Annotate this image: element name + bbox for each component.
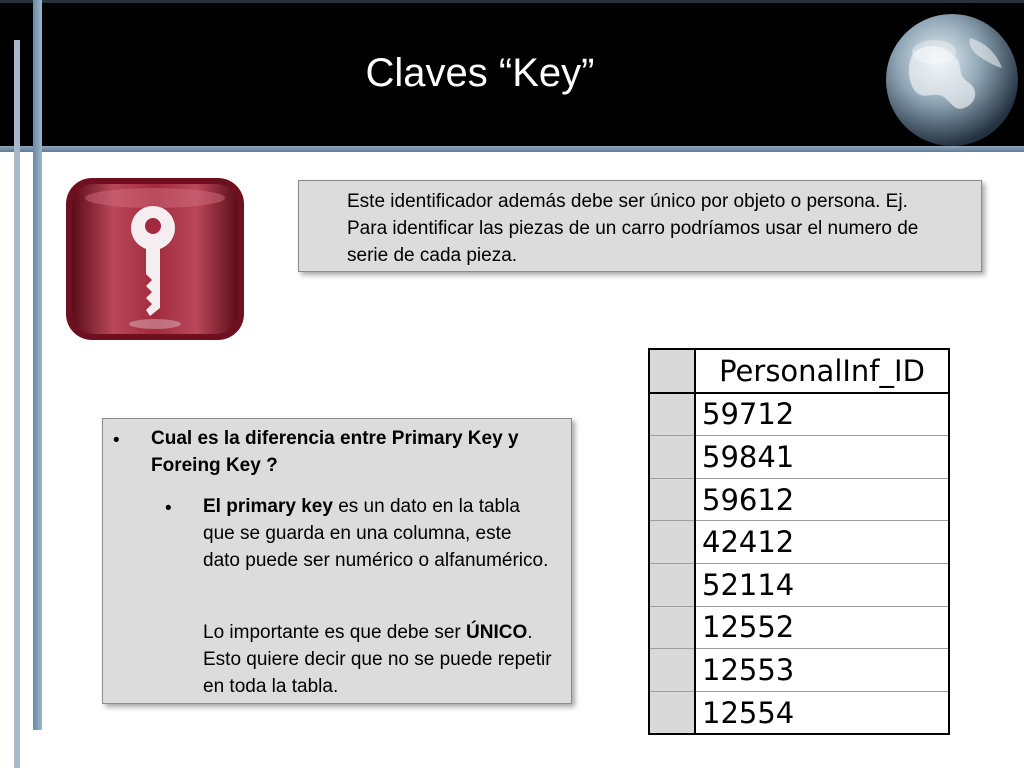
- table-cell[interactable]: 12552: [695, 606, 949, 649]
- note-box: [298, 180, 982, 272]
- row-selector[interactable]: [649, 691, 695, 734]
- row-selector[interactable]: [649, 436, 695, 479]
- table-cell[interactable]: 59712: [695, 393, 949, 436]
- primary-key-term: El primary key: [203, 496, 333, 517]
- row-selector[interactable]: [649, 478, 695, 521]
- column-header[interactable]: PersonalInf_ID: [695, 349, 949, 393]
- left-accent-stripe: [33, 0, 42, 730]
- important-paragraph: [203, 619, 553, 700]
- slide-title: Claves “Key”: [365, 51, 595, 95]
- table-row[interactable]: [649, 478, 949, 521]
- row-selector[interactable]: [649, 606, 695, 649]
- question-box: [102, 418, 572, 704]
- table-cell[interactable]: 42412: [695, 521, 949, 564]
- globe-icon: [884, 12, 1020, 148]
- table-row[interactable]: [649, 521, 949, 564]
- table-row[interactable]: [649, 691, 949, 734]
- left-stripe: [14, 40, 20, 768]
- table-cell[interactable]: 52114: [695, 563, 949, 606]
- row-selector[interactable]: [649, 393, 695, 436]
- unique-term: ÚNICO: [466, 622, 528, 643]
- table-row[interactable]: [649, 649, 949, 692]
- table-row[interactable]: [649, 563, 949, 606]
- personal-id-table: [648, 348, 950, 735]
- table-cell[interactable]: 59612: [695, 478, 949, 521]
- question-title: Cual es la diferencia entre Primary Key y Foreing Key ?: [151, 428, 519, 476]
- table-cell[interactable]: 59841: [695, 436, 949, 479]
- table-cell[interactable]: 12554: [695, 691, 949, 734]
- note-text: Este identificador además debe ser único por objeto o persona. Ej. Para identificar las piezas de un carro podríamos usar el numero de serie de cada pieza.: [347, 191, 919, 266]
- important-suffix: . Esto quiere decir que no se puede repetir en toda la tabla.: [203, 622, 552, 697]
- table-cell[interactable]: 12553: [695, 649, 949, 692]
- table-row[interactable]: [649, 436, 949, 479]
- row-selector[interactable]: [649, 349, 695, 393]
- table-row[interactable]: [649, 606, 949, 649]
- important-prefix: Lo importante es que debe ser: [203, 622, 467, 643]
- key-icon: [64, 176, 246, 342]
- bullet: •: [113, 430, 120, 451]
- row-selector[interactable]: [649, 563, 695, 606]
- primary-key-paragraph: [203, 493, 553, 574]
- primary-key-description: es un dato en la tabla que se guarda en una columna, este dato puede ser numérico o alfanumérico.: [203, 496, 549, 571]
- row-selector[interactable]: [649, 521, 695, 564]
- accent-band: [0, 146, 1024, 152]
- table-row[interactable]: [649, 393, 949, 436]
- row-selector[interactable]: [649, 649, 695, 692]
- title-bar: [0, 0, 1024, 148]
- sub-bullet: •: [165, 498, 172, 519]
- table-header-row: [649, 349, 949, 393]
